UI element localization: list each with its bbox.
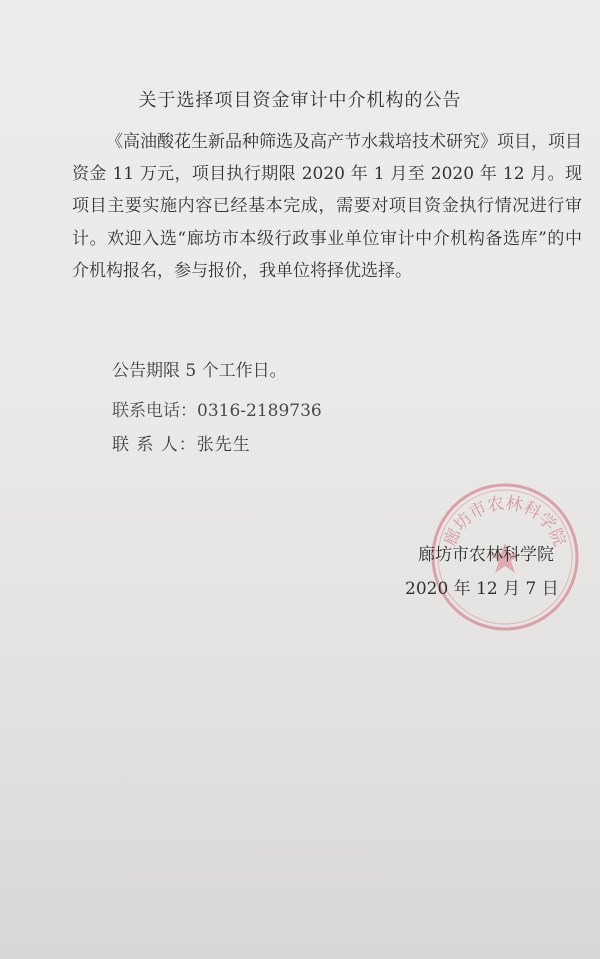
seal-lettering: 廊坊市农林科学院 <box>440 493 570 550</box>
signing-organization: 廊坊市农林科学院 <box>418 545 554 565</box>
notice-title: 关于选择项目资金审计中介机构的公告 <box>138 90 462 111</box>
notice-deadline: 公告期限 5 个工作日。 <box>112 361 287 381</box>
contact-person: 联 系 人：张先生 <box>112 435 251 455</box>
notice-body: 《高油酸花生新品种筛选及高产节水栽培技术研究》项目，项目资金 11 万元，项目执行期限 2020 年 1 月至 2020 年 12 月。现项目主要实施内容已经基本完成，需要对项目资金执行情况进行审计。欢迎入选“廊坊市本级行政事业单位审计中介机构备选库”的中介机构报名，参与报价，我单位将择优选择。 <box>72 132 582 281</box>
signing-date: 2020 年 12 月 7 日 <box>405 579 559 599</box>
contact-phone: 联系电话：0316-2189736 <box>112 401 322 421</box>
